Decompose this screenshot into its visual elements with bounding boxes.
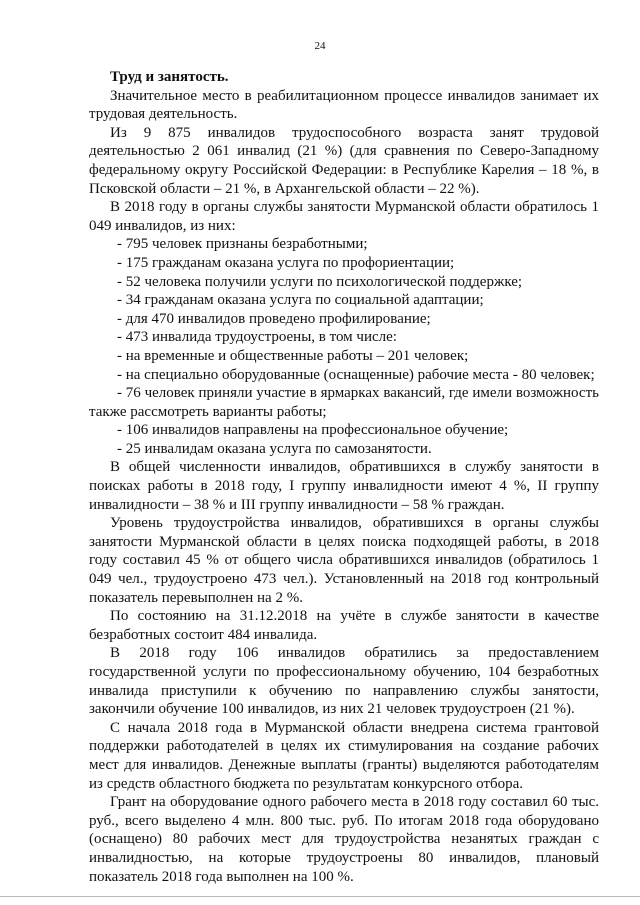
paragraph: С начала 2018 года в Мурманской области внедрена система грантовой поддержки работодателей в целях их стимулирования на создание рабочих мест для инвалидов. Денежные выплаты (гранты) выделяются работодателям из средств областного бюджета по результатам конкурсного отбора. [89,719,599,792]
document-body [89,68,599,886]
section-heading: Труд и занятость. [110,69,229,85]
page-edge-divider [0,896,640,897]
list-item: - 25 инвалидам оказана услуга по самозанятости. [117,440,432,457]
list-item: - 52 человека получили услуги по психологической поддержке; [117,273,523,290]
list-item: - 106 инвалидов направлены на профессиональное обучение; [117,422,509,439]
paragraph: По состоянию на 31.12.2018 на учёте в службе занятости в качестве безработных состоит 484 инвалида. [89,608,599,643]
list-item: - для 470 инвалидов проведено профилирование; [117,310,431,327]
list-item: - 34 гражданам оказана услуга по социальной адаптации; [117,292,484,309]
list-item: - на специально оборудованные (оснащенные) рабочие места - 80 человек; [117,366,595,383]
list-item: - 76 человек приняли участие в ярмарках вакансий, где имели возможность также рассмотреть варианты работы; [89,385,599,420]
list-item: - на временные и общественные работы – 201 человек; [117,347,469,364]
list-item: - 175 гражданам оказана услуга по профориентации; [117,254,455,271]
paragraph: Из 9 875 инвалидов трудоспособного возраста занят трудовой деятельностью 2 061 инвалид (21 %) (для сравнения по Северо-Западному федеральному округу Российской Федерации: в Республике Карелия – 18 %, в Псковской области – 21 %, в Архангельской области – 22 %). [89,124,599,197]
paragraph: В 2018 году 106 инвалидов обратились за предоставлением государственной услуги по профессиональному обучению, 104 безработных инвалида приступили к обучению по направлению службы занятости, закончили обучение 100 инвалидов, из них 21 человек трудоустроен (21 %). [89,645,599,718]
paragraph: Значительное место в реабилитационном процессе инвалидов занимает их трудовая деятельность. [89,87,599,123]
list-item: - 473 инвалида трудоустроены, в том числе: [117,329,397,346]
paragraph: Грант на оборудование одного рабочего места в 2018 году составил 60 тыс. руб., всего выделено 4 млн. 800 тыс. руб. По итогам 2018 года оборудовано (оснащено) 80 рабочих мест для трудоустройства незанятых граждан с инвалидностью, на которые трудоустроены 80 инвалидов, плановый показатель 2018 года выполнен на 100 %. [89,794,599,885]
paragraph: Уровень трудоустройства инвалидов, обратившихся в органы службы занятости Мурманской области в целях поиска подходящей работы, в 2018 году составил 45 % от общего числа обратившихся инвалидов (обратилось 1 049 чел., трудоустроено 473 чел.). Установленный на 2018 год контрольный показатель перевыполнен на 2 %. [89,515,599,606]
list-item: - 795 человек признаны безработными; [117,236,368,253]
paragraph: В общей численности инвалидов, обратившихся в службу занятости в поисках работы в 2018 году, I группу инвалидности имеют 4 %, II группу инвалидности – 38 % и III группу инвалидности – 58 % граждан. [89,459,599,513]
page-number: 24 [314,40,326,52]
paragraph: В 2018 году в органы службы занятости Мурманской области обратилось 1 049 инвалидов, из них: [89,199,599,234]
